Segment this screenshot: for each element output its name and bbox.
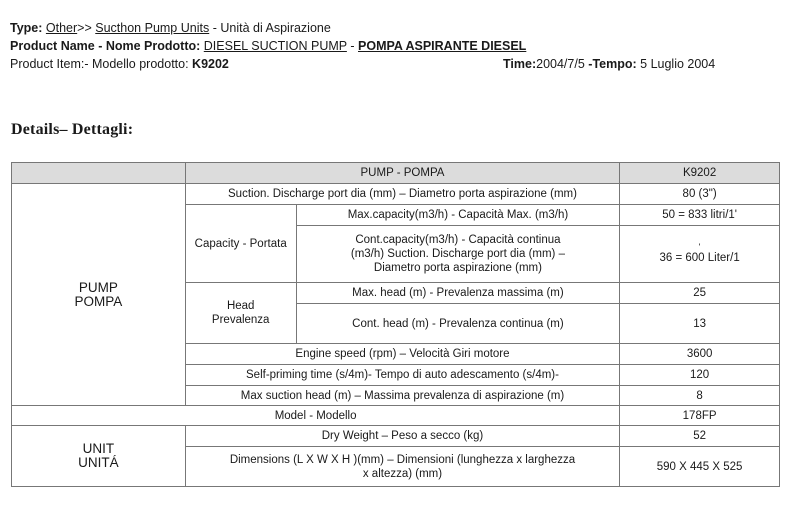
product-name-label: Product Name - Nome Prodotto: <box>10 39 201 53</box>
details-title: Details– Dettagli: <box>11 121 134 138</box>
time-label: Time: <box>503 57 537 71</box>
product-header <box>10 19 790 73</box>
type-label: Type: <box>10 21 43 35</box>
unit-group-cell <box>12 426 186 487</box>
unit-group-line2: UNITÁ <box>78 455 119 470</box>
capacity-group-cell: Capacity - Portata <box>185 205 296 283</box>
dry-weight-label: Dry Weight – Peso a secco (kg) <box>185 426 619 447</box>
dimensions-value: 590 X 445 X 525 <box>620 447 780 487</box>
cont-capacity-line2: (m3/h) Suction. Discharge port dia (mm) – <box>350 248 565 260</box>
spec-table <box>11 162 780 487</box>
type-separator: >> <box>77 21 92 35</box>
time-block <box>503 55 715 73</box>
product-name-dash: - <box>350 39 355 53</box>
type-suffix: - Unità di Aspirazione <box>212 21 331 35</box>
product-name-en: DIESEL SUCTION PUMP <box>203 39 347 53</box>
cont-capacity-value-text: 36 = 600 Liter/1 <box>659 252 740 264</box>
dimensions-line2: x altezza) (mm) <box>362 467 443 480</box>
pump-group-line2: POMPA <box>74 293 123 309</box>
max-suction-head-label: Max suction head (m) – Massima prevalenza di aspirazione (m) <box>185 386 619 406</box>
max-suction-head-value: 8 <box>620 386 780 406</box>
cont-head-value: 13 <box>620 304 780 344</box>
self-priming-value: 120 <box>620 365 780 386</box>
head-group-line2: Prevalenza <box>211 314 270 326</box>
engine-speed-value: 3600 <box>620 344 780 365</box>
table-row <box>12 184 780 205</box>
table-row <box>12 426 780 447</box>
time-value: 2004/7/5 <box>536 57 585 71</box>
cont-head-label: Cont. head (m) - Prevalenza continua (m) <box>296 304 620 344</box>
engine-speed-label: Engine speed (rpm) – Velocità Giri motore <box>185 344 619 365</box>
suction-port-value: 80 (3") <box>620 184 780 205</box>
cont-capacity-line3: Diametro porta aspirazione (mm) <box>373 262 542 274</box>
item-label: Product Item:- Modello prodotto: <box>10 57 189 71</box>
max-head-value: 25 <box>620 283 780 304</box>
head-group-line1: Head <box>226 300 255 312</box>
header-model-cell: K9202 <box>620 163 780 184</box>
model-value: 178FP <box>620 406 780 426</box>
tempo-value: 5 Luglio 2004 <box>640 57 716 71</box>
type-link-category[interactable]: Sucthon Pump Units <box>95 21 210 35</box>
suction-port-label: Suction. Discharge port dia (mm) – Diametro porta aspirazione (mm) <box>185 184 619 205</box>
item-line <box>10 55 790 73</box>
head-group-cell <box>185 283 296 344</box>
item-value: K9202 <box>192 57 229 71</box>
dry-weight-value: 52 <box>620 426 780 447</box>
cont-capacity-label <box>296 226 620 283</box>
dimensions-label <box>185 447 619 487</box>
table-header-row <box>12 163 780 184</box>
product-name-line <box>10 37 790 55</box>
cont-capacity-line1: Cont.capacity(m3/h) - Capacità continua <box>355 234 561 246</box>
pump-group-cell <box>12 184 186 406</box>
cont-capacity-value <box>620 226 780 283</box>
type-line <box>10 19 790 37</box>
max-capacity-value: 50 = 833 litri/1' <box>620 205 780 226</box>
tempo-label: -Tempo: <box>588 57 637 71</box>
table-row <box>12 406 780 426</box>
cont-capacity-mark: ' <box>698 242 701 252</box>
model-label: Model - Modello <box>12 406 620 426</box>
pump-group-line1: PUMP <box>78 279 118 295</box>
header-blank-cell <box>12 163 186 184</box>
self-priming-label: Self-priming time (s/4m)- Tempo di auto adescamento (s/4m)- <box>185 365 619 386</box>
max-capacity-label: Max.capacity(m3/h) - Capacità Max. (m3/h) <box>296 205 620 226</box>
product-name-it: POMPA ASPIRANTE DIESEL <box>358 39 527 53</box>
header-spec-cell: PUMP - POMPA <box>185 163 619 184</box>
unit-group-line1: UNIT <box>82 441 115 456</box>
dimensions-line1: Dimensions (L X W X H )(mm) – Dimensioni (lunghezza x larghezza <box>229 453 576 466</box>
type-link-other[interactable]: Other <box>45 21 78 35</box>
max-head-label: Max. head (m) - Prevalenza massima (m) <box>296 283 620 304</box>
